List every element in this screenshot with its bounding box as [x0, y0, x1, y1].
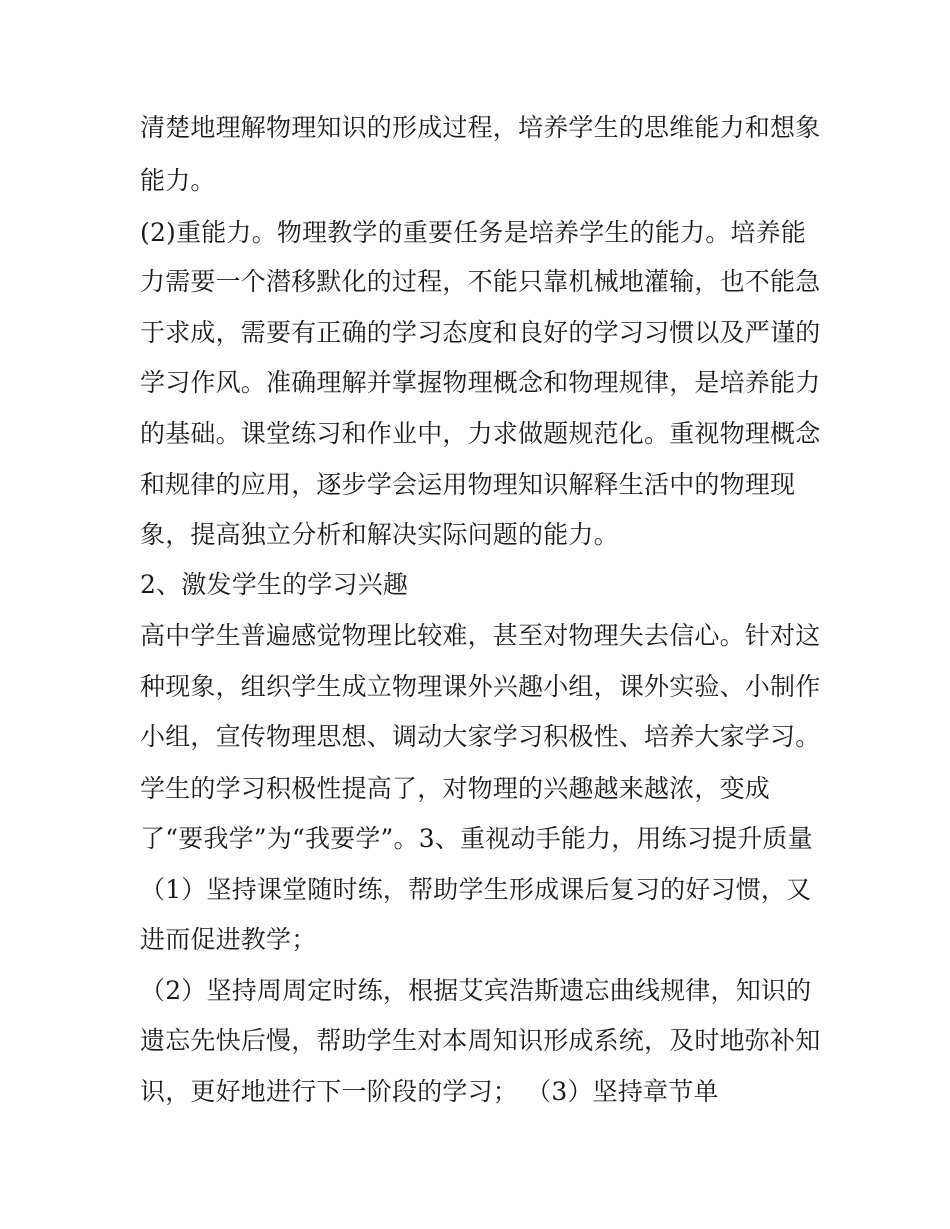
text-line: 的基础。课堂练习和作业中，力求做题规范化。重视物理概念	[140, 419, 821, 448]
section-heading: 2、激发学生的学习兴趣	[140, 570, 409, 599]
text-line: 于求成，需要有正确的学习态度和良好的学习习惯以及严谨的	[140, 318, 821, 347]
text-line: 学习作风。准确理解并掌握物理概念和物理规律，是培养能力	[140, 368, 821, 397]
text-line: 识，更好地进行下一阶段的学习； （3）坚持章节单	[140, 1077, 719, 1106]
text-line: （1）坚持课堂随时练，帮助学生形成课后复习的好习惯，又	[140, 875, 812, 904]
text-line: 清楚地理解物理知识的形成过程，培养学生的思维能力和想象	[140, 113, 821, 142]
text-line: 力需要一个潜移默化的过程，不能只靠机械地灌输，也不能急	[140, 267, 821, 296]
text-line: 小组，宣传物理思想、调动大家学习积极性、培养大家学习。	[140, 722, 821, 751]
text-line: 了“要我学”为“我要学”。3、重视动手能力，用练习提升质量	[140, 824, 813, 853]
text-line: 学生的学习积极性提高了，对物理的兴趣越来越浓，变成	[140, 774, 771, 803]
text-line: 能力。	[140, 166, 216, 195]
text-line: （2）坚持周周定时练，根据艾宾浩斯遗忘曲线规律，知识的	[140, 976, 812, 1005]
text-line: 种现象，组织学生成立物理课外兴趣小组，课外实验、小制作	[140, 672, 821, 701]
text-line: 象，提高独立分析和解决实际问题的能力。	[140, 520, 619, 549]
text-line: 进而促进教学；	[140, 925, 317, 954]
text-line: 和规律的应用，逐步学会运用物理知识解释生活中的物理现	[140, 470, 796, 499]
text-line: (2)重能力。物理教学的重要任务是培养学生的能力。培养能	[140, 218, 807, 247]
text-line: 高中学生普遍感觉物理比较难，甚至对物理失去信心。针对这	[140, 621, 821, 650]
text-line: 遗忘先快后慢，帮助学生对本周知识形成系统，及时地弥补知	[140, 1026, 821, 1055]
